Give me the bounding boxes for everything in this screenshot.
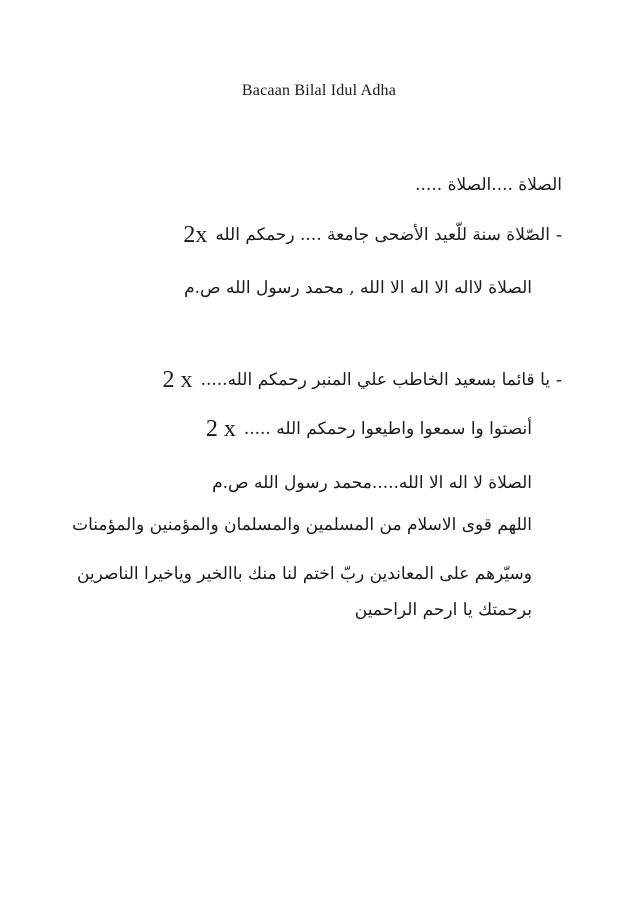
text-line-8 bbox=[77, 562, 532, 586]
line-text: أنصتوا وا سمعوا واطيعوا رحمكم الله ..... bbox=[243, 419, 532, 439]
line-text: يا قائما بسعيد الخاطب علي المنبر رحمكم الله..... bbox=[200, 370, 550, 390]
repeat-count: 2 x bbox=[162, 367, 193, 393]
repeat-count: 2 x bbox=[205, 416, 236, 442]
line-text: الصلاة لااله الا اله الا الله , محمد رسول الله ص.م bbox=[184, 278, 532, 298]
text-line-6 bbox=[212, 471, 532, 495]
text-line-7 bbox=[72, 513, 532, 537]
document-title: Bacaan Bilal Idul Adha bbox=[241, 82, 397, 99]
repeat-count: 2x bbox=[183, 222, 208, 248]
line-text: اللهم قوى الاسلام من المسلمين والمسلمان والمؤمنين والمؤمنات bbox=[72, 515, 532, 535]
list-dash: - bbox=[556, 224, 562, 244]
text-line-5 bbox=[206, 417, 532, 441]
line-text: برحمتك يا ارحم الراحمين bbox=[354, 600, 532, 620]
text-line-9 bbox=[355, 598, 532, 622]
text-line-2 bbox=[183, 222, 562, 247]
text-line-3 bbox=[184, 276, 532, 300]
text-line-1 bbox=[415, 173, 562, 197]
line-text: الصلاة لا اله الا الله.....محمد رسول الله ص.م bbox=[212, 473, 532, 493]
line-text: الصلاة ....الصلاة ..... bbox=[415, 175, 562, 195]
line-text: الصّلاة سنة للّعيد الأضحى جامعة .... رحمكم الله bbox=[215, 225, 550, 245]
line-text: وسيّرهم على المعاندين ربّ اختم لنا منك باالخير وياخيرا الناصرين bbox=[76, 564, 532, 584]
list-dash: - bbox=[556, 369, 562, 389]
text-line-4 bbox=[163, 367, 562, 392]
